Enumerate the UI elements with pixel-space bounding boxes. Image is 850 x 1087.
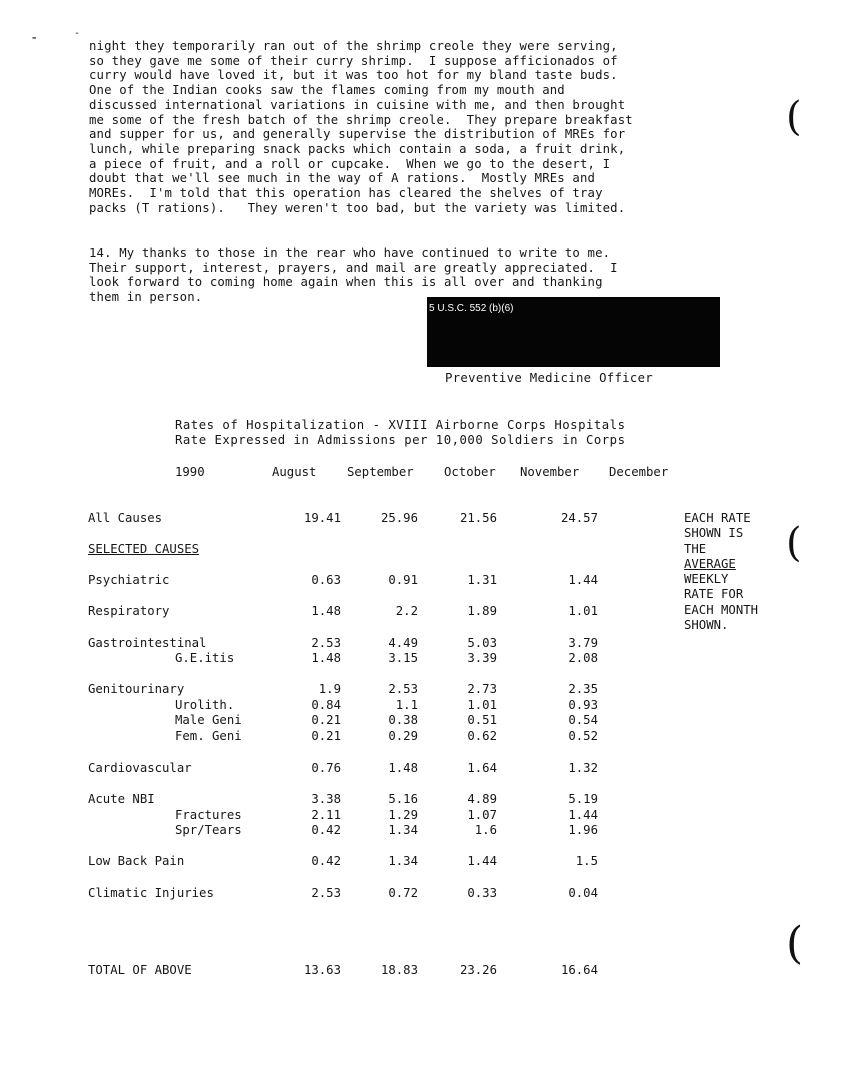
- cell-value: 16.64: [560, 963, 598, 977]
- cell-value: 1.44: [568, 808, 598, 822]
- row-label: Urolith.: [175, 698, 235, 712]
- redaction-box: [427, 297, 720, 367]
- row-label: Genitourinary: [88, 682, 185, 696]
- row-label: Respiratory: [88, 604, 170, 618]
- cell-value: 1.34: [388, 823, 418, 837]
- cell-value: 0.72: [388, 886, 418, 900]
- cell-value: 1.48: [388, 761, 418, 775]
- cell-value: 1.48: [311, 604, 341, 618]
- table-row: [0, 792, 850, 808]
- cell-value: 1.48: [311, 651, 341, 665]
- margin-bracket: (: [786, 94, 802, 140]
- table-row: [0, 886, 850, 902]
- row-label: Psychiatric: [88, 573, 170, 587]
- rate-footnote: EACH RATE SHOWN IS THE AVERAGE WEEKLY RATE FOR EACH MONTH SHOWN.: [684, 511, 759, 633]
- cell-value: 0.42: [311, 854, 341, 868]
- cell-value: 21.56: [459, 511, 497, 525]
- cell-value: 0.63: [311, 573, 341, 587]
- table-row: [0, 761, 850, 777]
- cell-value: 0.52: [568, 729, 598, 743]
- margin-mark: -: [30, 30, 39, 46]
- cell-value: 24.57: [560, 511, 598, 525]
- cell-value: 1.31: [467, 573, 497, 587]
- month-header: December: [609, 465, 669, 479]
- cell-value: 3.79: [568, 636, 598, 650]
- cell-value: 0.42: [311, 823, 341, 837]
- year-header: 1990: [175, 465, 205, 479]
- cell-value: 18.83: [380, 963, 418, 977]
- cell-value: 1.1: [395, 698, 418, 712]
- cell-value: 5.16: [388, 792, 418, 806]
- cell-value: 2.53: [311, 886, 341, 900]
- table-row: [0, 636, 850, 652]
- month-header: October: [444, 465, 496, 479]
- signature-title: Preventive Medicine Officer: [445, 371, 653, 385]
- cell-value: 0.91: [388, 573, 418, 587]
- cell-value: 1.34: [388, 854, 418, 868]
- cell-value: 0.21: [311, 713, 341, 727]
- cell-value: 4.49: [388, 636, 418, 650]
- cell-value: 1.9: [318, 682, 341, 696]
- redaction-label: 5 U.S.C. 552 (b)(6): [429, 303, 514, 314]
- paragraph-14: 14. My thanks to those in the rear who have continued to write to me. Their support, interest, prayers, and mail are greatly appreciated. I look forward to coming home again when this is all over and thanking them in person.: [89, 246, 618, 305]
- row-label: Cardiovascular: [88, 761, 192, 775]
- cell-value: 0.29: [388, 729, 418, 743]
- selected-causes-heading: SELECTED CAUSES: [88, 542, 200, 556]
- table-row: [0, 698, 850, 714]
- row-label: Climatic Injuries: [88, 886, 214, 900]
- cell-value: 2.2: [395, 604, 418, 618]
- margin-bracket: (: [786, 918, 804, 969]
- cell-value: 1.6: [474, 823, 497, 837]
- cell-value: 1.07: [467, 808, 497, 822]
- table-row: [0, 854, 850, 870]
- cell-value: 0.21: [311, 729, 341, 743]
- cell-value: 0.38: [388, 713, 418, 727]
- cell-value: 2.73: [467, 682, 497, 696]
- cell-value: 1.5: [575, 854, 598, 868]
- row-label: TOTAL OF ABOVE: [88, 963, 192, 977]
- cell-value: 1.01: [467, 698, 497, 712]
- row-label: Male Geni: [175, 713, 242, 727]
- cell-value: 3.39: [467, 651, 497, 665]
- cell-value: 1.01: [568, 604, 598, 618]
- table-row: [0, 651, 850, 667]
- month-header: August: [272, 465, 317, 479]
- cell-value: 1.64: [467, 761, 497, 775]
- cell-value: 2.08: [568, 651, 598, 665]
- margin-mark: -: [74, 28, 81, 39]
- month-header: November: [520, 465, 580, 479]
- row-label: Spr/Tears: [175, 823, 242, 837]
- row-label: Acute NBI: [88, 792, 155, 806]
- cell-value: 1.44: [568, 573, 598, 587]
- row-label: Fem. Geni: [175, 729, 242, 743]
- row-label: Fractures: [175, 808, 242, 822]
- cell-value: 0.84: [311, 698, 341, 712]
- row-label: Low Back Pain: [88, 854, 185, 868]
- cell-value: 1.89: [467, 604, 497, 618]
- cell-value: 0.93: [568, 698, 598, 712]
- cell-value: 0.51: [467, 713, 497, 727]
- row-label: All Causes: [88, 511, 163, 525]
- row-label: Gastrointestinal: [88, 636, 207, 650]
- margin-bracket: (: [786, 520, 802, 566]
- cell-value: 4.89: [467, 792, 497, 806]
- row-label: G.E.itis: [175, 651, 235, 665]
- cell-value: 2.11: [311, 808, 341, 822]
- cell-value: 5.19: [568, 792, 598, 806]
- cell-value: 1.32: [568, 761, 598, 775]
- table-subtitle: Rate Expressed in Admissions per 10,000 Soldiers in Corps: [175, 433, 626, 447]
- table-row: [0, 808, 850, 824]
- cell-value: 2.53: [388, 682, 418, 696]
- cell-value: 0.76: [311, 761, 341, 775]
- cell-value: 0.62: [467, 729, 497, 743]
- cell-value: 2.35: [568, 682, 598, 696]
- cell-value: 23.26: [459, 963, 497, 977]
- cell-value: 25.96: [380, 511, 418, 525]
- table-row: [0, 823, 850, 839]
- cell-value: 0.33: [467, 886, 497, 900]
- table-total-row: [0, 963, 850, 979]
- cell-value: 0.54: [568, 713, 598, 727]
- cell-value: 1.96: [568, 823, 598, 837]
- table-row: [0, 682, 850, 698]
- cell-value: 3.15: [388, 651, 418, 665]
- paragraph-continued: night they temporarily ran out of the shrimp creole they were serving, so they gave me some of their curry shrimp. I suppose afficionados of curry would have loved it, but it was too hot for my bland taste buds. One of the Indian cooks saw the flames coming from my mouth and discussed international variations in cuisine with me, and then brought me some of the fresh batch of the shrimp creole. They prepare breakfast and supper for us, and generally supervise the distribution of MREs for lunch, while preparing snack packs which contain a soda, a fruit drink, a piece of fruit, and a roll or cupcake. When we go to the desert, I doubt that we'll see much in the way of A rations. Mostly MREs and MOREs. I'm told that this operation has cleared the shelves of tray packs (T rations). They weren't too bad, but the variety was limited.: [89, 39, 633, 215]
- month-header: September: [347, 465, 414, 479]
- table-title: Rates of Hospitalization - XVIII Airborne Corps Hospitals: [175, 418, 626, 432]
- cell-value: 13.63: [303, 963, 341, 977]
- table-row: [0, 713, 850, 729]
- cell-value: 19.41: [303, 511, 341, 525]
- cell-value: 3.38: [311, 792, 341, 806]
- cell-value: 5.03: [467, 636, 497, 650]
- table-row: [0, 729, 850, 745]
- cell-value: 1.29: [388, 808, 418, 822]
- cell-value: 0.04: [568, 886, 598, 900]
- cell-value: 2.53: [311, 636, 341, 650]
- cell-value: 1.44: [467, 854, 497, 868]
